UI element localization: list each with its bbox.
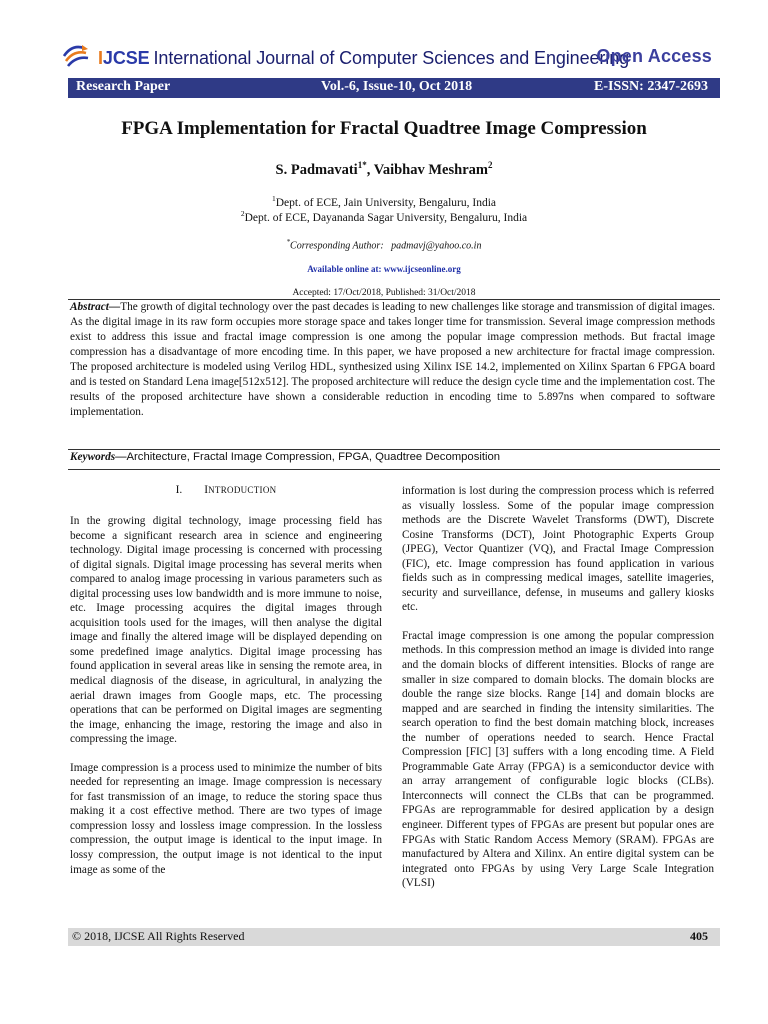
paper-title: FPGA Implementation for Fractal Quadtree Image Compression	[121, 118, 647, 139]
right-column	[402, 484, 714, 905]
left-column	[70, 514, 382, 891]
journal-abbr: IJCSE	[98, 48, 150, 68]
keywords: Keywords—Architecture, Fractal Image Compression, FPGA, Quadtree Decomposition	[70, 451, 501, 463]
copyright: © 2018, IJCSE All Rights Reserved	[72, 929, 245, 943]
divider	[68, 449, 720, 450]
corresponding-author: *Corresponding Author: padmavj@yahoo.co.in	[286, 238, 482, 252]
journal-logo-icon	[62, 42, 96, 70]
paragraph: Image compression is a process used to minimize the number of bits needed for representing an image. Image compression is necessary for fast transmission of an image, to reduce the storing space thus making it a cost effective method. There are two types of image compression lossy and lossless image compression. In the lossless compression, the output image is identical to the input image. In lossy compression, the output image is not identical to the input image as some of the	[70, 761, 382, 876]
authors: S. Padmavati$^{1*}$, Vaibhav Meshram$^2$	[275, 160, 493, 178]
paragraph: In the growing digital technology, image processing field has become a significant research area in science and engineering technology. Digital image processing is concerned with processing of digital signals. Digital image processing has several merits when compared to analog image processing in various parameters such as digital processing uses low bandwidth and is more immune to noise, etc. Image processing acquires the digital images through acquisition tools used for the images, will then analyse the digital image and finally the altered image will be displayed depending on some predefined image analytics. Digital image processing has found application in several areas like in sensing the remote area, in medical diagnosis of the disease, in agricultural, in analyzing the aerial drawn images from Google maps, etc. The processing operations that can be performed on Digital images are segmenting the image, enhancing the image, restoring the image and also in compressing the image.	[70, 515, 382, 746]
divider	[68, 469, 720, 470]
affiliation-1: $^1$Dept. of ECE, Jain University, Bengaluru, India	[271, 194, 496, 209]
abstract: Abstract—The growth of digital technology over the past decades is leading to new challenges like storage and transmission of digital images. As the digital image in its raw form occupies more storage space and takes longer time for transmission. Several image compression methods exist to address this issue and fractal image compression is one among the popular image compression methods. But fractal image compression has a disadvantage of more encoding time. In this paper, we have proposed a new architecture for fractal image compression. The proposed architecture is modeled using Verilog HDL, synthesized using Xilinx ISE 14.2, implemented on Xilinx Spartan 6 FPGA board and is tested on Standard Lena image[512x512]. The proposed architecture will reduce the design cycle time and the implementation cost. The results of the proposed architecture have shown a considerable reduction in encoding time to 5.897ns when compared to software implementation.	[70, 301, 715, 418]
journal-header	[62, 42, 722, 72]
issn: E-ISSN: 2347-2693	[594, 79, 708, 94]
journal-name: IJCSE International Journal of Computer Sciences and Engineering	[98, 48, 630, 68]
paragraph: information is lost during the compression process which is referred as visually lossless. Some of the popular image compression methods are the Discrete Wavelet Transforms (DWT), Discrete Cosine Transforms (DCT), Joint Photographic Experts Group (JPEG), Vector Quantizer (VQ), and Fractal Image Compression (FIC), etc. Image compression has found application in various fields such as in compressing medical images, satellite imageries, security and surveillance, defense, in museums and gallery kiosks etc.	[402, 485, 714, 614]
section-heading-introduction: I. INTRODUCTION	[175, 484, 277, 496]
abstract-label: Abstract—	[70, 301, 121, 313]
affiliation-2: $^2$Dept. of ECE, Dayananda Sagar University, Bengaluru, India	[240, 209, 528, 224]
accepted-dates: Accepted: 17/Oct/2018, Published: 31/Oct/2018	[292, 288, 476, 298]
corresponding-email[interactable]: padmavj@yahoo.co.in	[391, 240, 482, 252]
paragraph: Fractal image compression is one among the popular compression methods. In this compression method an image is divided into range and the domain blocks of different intensities. Blocks of range are smaller in size compared to domain blocks. The domain blocks are double the range size blocks. Range [14] and domain blocks are mapped and are searched in finding the intensity similarities. The search operation to find the best domain matching block, increases the number of operations needed to search. Hence Fractal Compression [FIC] [3] suffers with a long encoding time. A Field Programmable Gate Array (FPGA) is a semiconductor device with an array arrangement of configurable logic blocks (CLBs). Interconnects will connect the CLBs that can be programmed. FPGAs are reprogrammable for desired application by a design engineer. Different types of FPGAs are present but popular ones are FPGAs with Static Random Access Memory (SRAM). FPGAs are manufactured by Altera and Xilinx. An entire digital system can be integrated onto FPGAs by using Very Large Scale Integration (VLSI)	[402, 629, 714, 890]
available-online-link[interactable]: Available online at: www.ijcseonline.org	[307, 264, 461, 274]
page-number: 405	[690, 929, 708, 943]
open-access-label: Open Access	[596, 46, 712, 66]
journal-info-bar	[68, 78, 720, 98]
keywords-label: Keywords—	[70, 451, 127, 463]
page-footer	[68, 928, 720, 946]
volume-issue: Vol.-6, Issue-10, Oct 2018	[321, 79, 473, 94]
paper-type: Research Paper	[76, 79, 171, 94]
